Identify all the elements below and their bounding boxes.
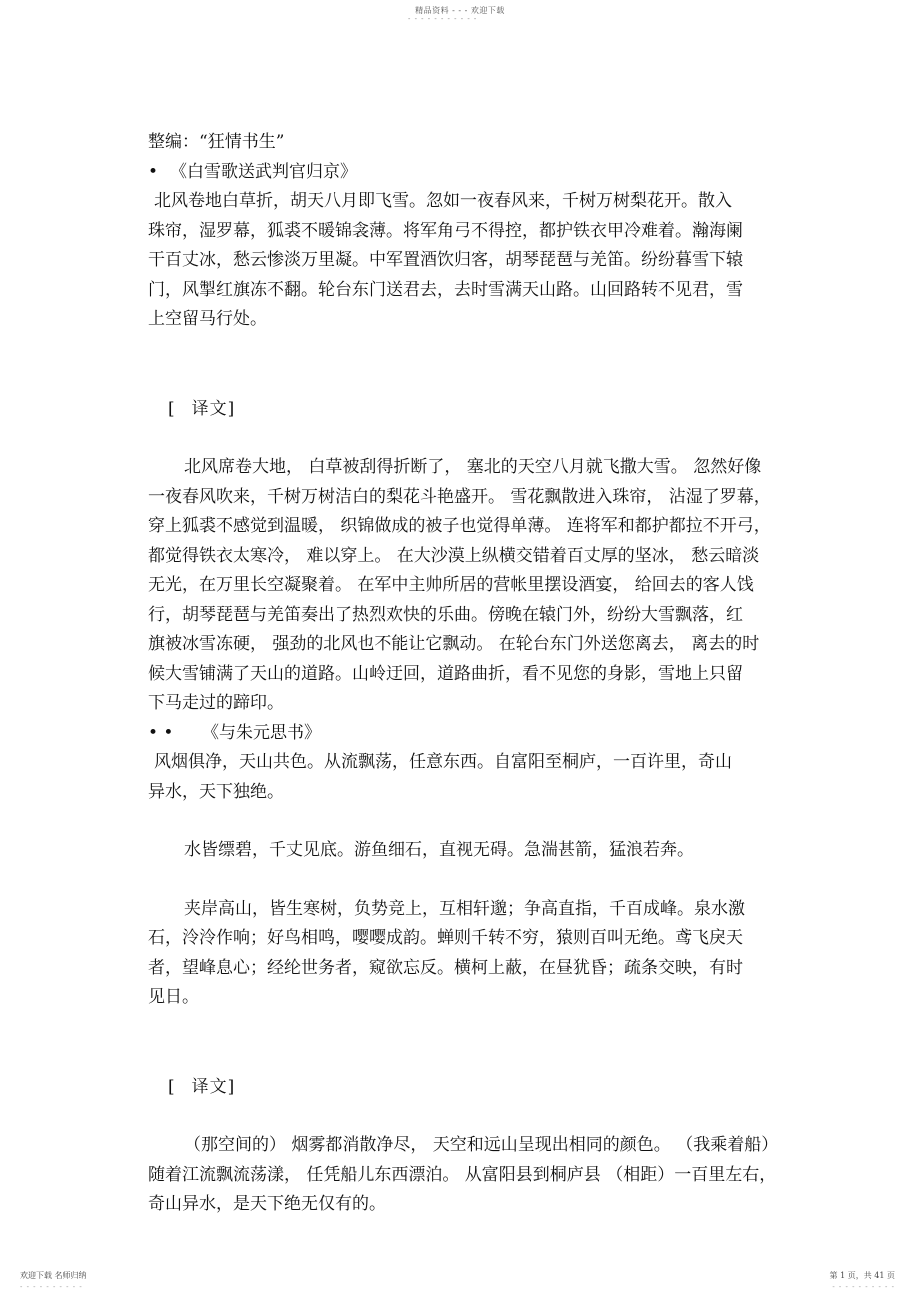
header-text: 精品资料 - - - 欢迎下载 <box>415 6 505 15</box>
page-number: 第 1 页，共 41 页 <box>829 1271 895 1280</box>
text-line: 珠帘，湿罗幕，狐裘不暖锦衾薄。将军角弓不得控，都护铁衣甲冷难着。瀚海阑 <box>148 220 743 241</box>
footer-dashes-right: - - - - - - - - - - <box>832 1283 895 1291</box>
translation-heading-1 <box>148 395 788 425</box>
translation-label: 译文] <box>191 1076 236 1097</box>
text-line: 一夜春风吹来，千树万树洁白的梨花斗艳盛开。 雪花飘散进入珠帘， 沾湿了罗幕， <box>148 486 771 507</box>
translation-1 <box>148 453 788 719</box>
text-line: 见日。 <box>148 987 199 1007</box>
text-line: 下马走过的蹄印。 <box>148 693 284 713</box>
text-line: （那空间的） 烟雾都消散净尽， 天空和远山呈现出相同的颜色。 （我乘着船） <box>184 1135 779 1155</box>
poem2-paragraph-1 <box>148 748 788 807</box>
text-line: 北风卷地白草折，胡天八月即飞雪。忽如一夜春风来，千树万树梨花开。散入 <box>154 191 732 211</box>
text-line: 夹岸高山，皆生寒树，负势竞上，互相轩邈；争高直指，千百成峰。泉水激 <box>184 898 745 919</box>
text-line: 石，泠泠作响；好鸟相鸣，嘤嘤成韵。蝉则千转不穷，猿则百叫无绝。鸢飞戾天 <box>148 928 743 948</box>
poem1-text <box>148 187 788 335</box>
document-body <box>148 128 788 1220</box>
text-line: 行，胡琴琵琶与羌笛奏出了热烈欢快的乐曲。傍晚在辕门外，纷纷大雪飘落，红 <box>148 604 743 625</box>
double-bullet: • • <box>148 722 174 743</box>
text-line: 旗被冰雪冻硬， 强劲的北风也不能让它飘动。 在轮台东门外送您离去， 离去的时 <box>148 634 760 654</box>
poem1-title: 《白雪歌送武判官归京》 <box>170 161 357 182</box>
text-line: 异水，天下独绝。 <box>148 781 284 802</box>
translation-heading-2 <box>148 1073 788 1103</box>
footer-left-text: 欢迎下载 名师归纳 <box>20 1271 87 1280</box>
editor-credit: 整编：“狂情书生” <box>148 132 285 152</box>
bullet: • <box>148 161 159 182</box>
poem2-title-row <box>148 719 788 749</box>
translation-label: 译文] <box>191 398 236 419</box>
bracket-open: [ <box>168 398 176 419</box>
text-line: 上空留马行处。 <box>148 309 267 329</box>
text-line: 风烟俱净，天山共色。从流飘荡，任意东西。自富阳至桐庐，一百许里，奇山 <box>154 752 732 772</box>
poem2-title: 《与朱元思书》 <box>202 722 321 743</box>
text-line: 奇山异水，是天下绝无仅有的。 <box>148 1194 386 1214</box>
text-line: 者，望峰息心；经纶世务者，窥欲忘反。横柯上蔽，在昼犹昏；疏条交映，有时 <box>148 957 743 978</box>
translation-2 <box>148 1131 788 1220</box>
poem1-title-row <box>148 158 788 188</box>
text-line: 无光，在万里长空凝聚着。 在军中主帅所居的营帐里摆设酒宴， 给回去的客人饯 <box>148 575 754 595</box>
text-line: 都觉得铁衣太寒冷， 难以穿上。 在大沙漠上纵横交错着百丈厚的坚冰， 愁云暗淡 <box>148 545 760 566</box>
poem2-paragraph-2 <box>148 836 788 866</box>
text-line: 北风席卷大地， 白草被刮得折断了， 塞北的天空八月就飞撒大雪。 忽然好像 <box>184 457 762 477</box>
text-line: 候大雪铺满了天山的道路。山岭迂回，道路曲折，看不见您的身影，雪地上只留 <box>148 663 743 684</box>
header-dashes: - - - - - - - - - - - <box>408 15 478 23</box>
poem2-paragraph-3 <box>148 895 788 1013</box>
text-line: 穿上狐裘不感觉到温暖， 织锦做成的被子也觉得单薄。 连将军和都护都拉不开弓， <box>148 516 771 536</box>
bracket-open: [ <box>168 1076 176 1097</box>
text-line: 随着江流飘流荡漾， 任凭船儿东西漂泊。 从富阳县到桐庐县 （相距）一百里左右， <box>148 1164 777 1185</box>
text-line: 干百丈冰，愁云惨淡万里凝。中军置酒饮归客，胡琴琵琶与羌笛。纷纷暮雪下辕 <box>148 250 743 270</box>
text-line: 门，风掣红旗冻不翻。轮台东门送君去，去时雪满天山路。山回路转不见君，雪 <box>148 279 743 300</box>
footer-dashes-left: - - - - - - - - - - <box>20 1283 83 1291</box>
text-line: 水皆缥碧，千丈见底。游鱼细石，直视无碍。急湍甚箭，猛浪若奔。 <box>184 840 694 860</box>
